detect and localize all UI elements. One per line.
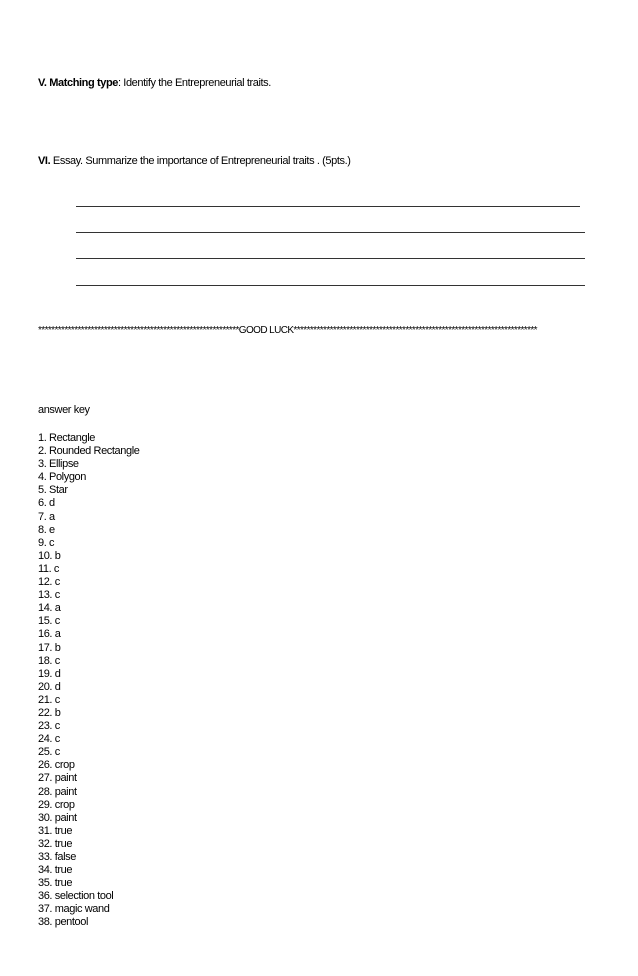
answer-item: 32. true [38,837,73,850]
answer-item: 25. c [38,746,60,759]
section-vi-heading: VI. [38,155,51,167]
answer-item: 27. paint [38,772,77,785]
answer-item: 13. c [38,589,60,602]
answer-item: 21. c [38,693,60,706]
section-v-text: : Identify the Entrepreneurial traits. [118,77,271,89]
answer-item: 33. false [38,851,76,863]
answer-item: 19. d [38,667,61,680]
answer-item: 7. a [38,510,55,523]
answer-item: 12. c [38,576,60,589]
essay-answer-line [76,232,585,233]
answer-item: 6. d [38,497,55,510]
answer-item: 30. paint [38,811,77,824]
answer-item: 9. c [38,536,55,549]
section-vi-text: Essay. Summarize the importance of Entrepreneurial traits . (5pts.) [50,155,351,167]
answer-key-title: answer key [38,404,90,416]
answer-item: 17. b [38,641,61,654]
answer-item: 24. c [38,733,60,746]
answer-item: 26. crop [38,759,75,772]
answer-item: 16. a [38,628,61,641]
answer-item: 4. Polygon [38,471,86,484]
answer-item: 18. c [38,654,60,667]
answer-item: 38. pentool [38,916,89,929]
answer-item: 20. d [38,680,61,693]
answer-item: 15. c [38,615,60,628]
answer-item: 29. crop [38,798,75,811]
answer-key-list [38,432,139,930]
answer-item: 35. true [38,877,73,890]
answer-item: 3. Ellipse [38,458,79,471]
essay-answer-line [76,258,585,259]
answer-item: 2. Rounded Rectangle [38,445,140,458]
answer-item: 10. b [38,549,61,562]
answer-item: 28. paint [38,785,77,798]
essay-answer-line [76,285,585,286]
answer-item: 23. c [38,720,60,733]
answer-item: 11. c [38,562,60,575]
section-vi-instruction [38,155,351,168]
answer-item: 8. e [38,523,55,536]
answer-item: 1. Rectangle [38,432,95,444]
answer-item: 36. selection tool [38,890,114,903]
answer-item: 37. magic wand [38,903,110,916]
section-v-heading: V. Matching type [38,77,118,89]
good-luck-divider: *************************************************************GOOD LUCK************************************************************************** [38,325,537,336]
answer-item: 34. true [38,864,73,877]
answer-item: 5. Star [38,484,68,497]
answer-item: 31. true [38,824,73,837]
answer-item: 14. a [38,602,61,615]
essay-answer-line [76,206,580,207]
answer-item: 22. b [38,706,61,719]
section-v-instruction [38,77,271,90]
